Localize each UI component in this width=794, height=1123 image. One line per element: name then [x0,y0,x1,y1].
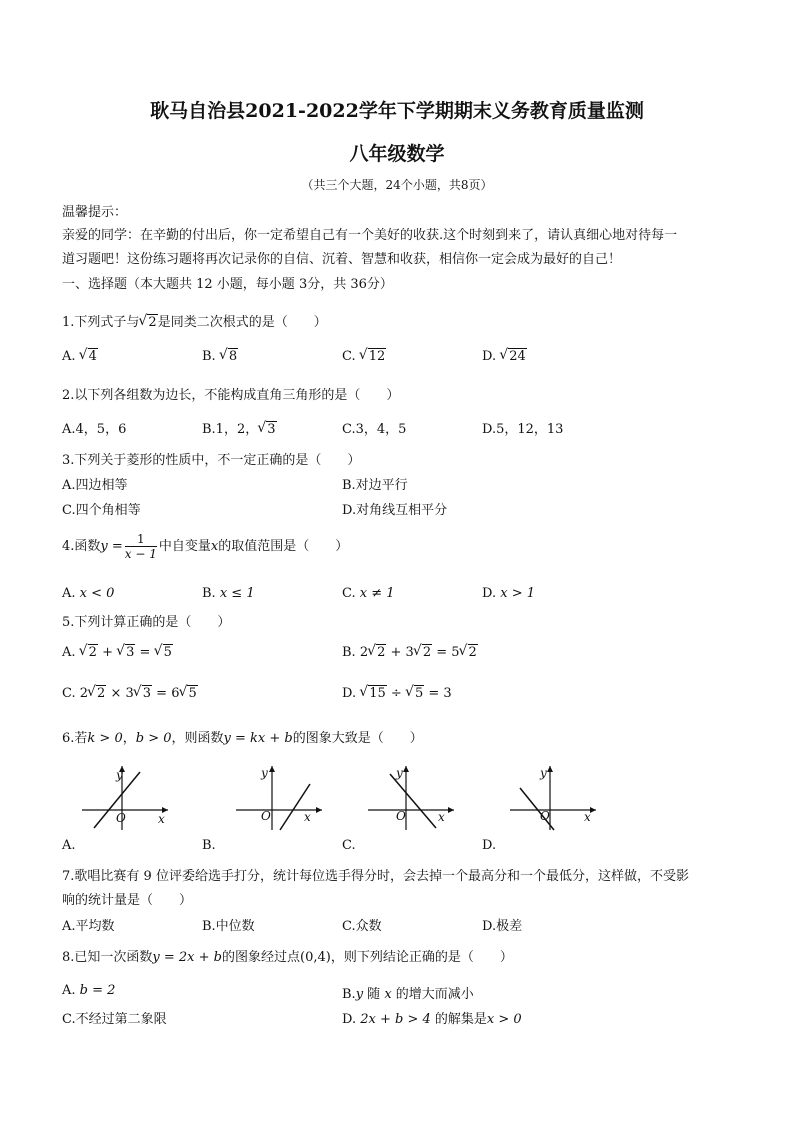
q3-option-c: C.四个角相等 [62,503,141,518]
q2-option-d: D.5，12，13 [482,422,564,437]
q4-func-y: y = [100,539,123,554]
q1-pre: 1.下列式子与 [62,315,140,330]
q2-option-a: A.4，5，6 [62,422,127,437]
q6-d-y-label: y [540,766,547,780]
section-heading: 一、选择题（本大题共 12 小题，每小题 3分，共 36分） [62,277,393,292]
q3-option-a: A.四边相等 [62,478,128,493]
q1-option-d: D. √ 24 [482,349,527,364]
q6-d-origin-label: O [540,809,550,823]
q6-c-y-label: y [396,766,403,780]
question-1-stem [62,311,327,330]
question-6-stem: 6.若k > 0，b > 0，则函数y = kx + b的图象大致是（ ） [62,731,423,746]
q1-option-b: B. √ 8 [202,349,238,364]
q7-option-b: B.中位数 [202,919,255,934]
q5-option-a: A. √ 2 + √ 3 = √ 5 [62,645,173,660]
exam-info: （共三个大题，24个小题，共8页） [301,178,493,192]
q6-b-y-label: y [261,766,268,780]
q6-a-origin-label: O [116,811,126,825]
q4-option-c: C. x ≠ 1 [342,586,395,601]
q6-a-x-label: x [158,812,165,826]
q4-option-d: D. x > 1 [482,586,535,601]
q2-option-b: B.1，2，√ 3 [202,418,277,437]
q5-option-d: D. √ 15 ÷ √ 5 = 3 [342,686,452,701]
question-8-stem: 8.已知一次函数y = 2x + b的图象经过点(0,4)，则下列结论正确的是（ ） [62,950,513,965]
q4-fraction: $\frac{1}{x - 1}$ [124,532,157,561]
q1-post: 是同类二次根式的是（ ） [157,315,327,330]
question-4-stem: 4.函数y = $\frac{1}{x - 1}$ 中自变量x的取值范围是（ ） [62,532,349,561]
q1-option-a: A. √ 4 [62,349,98,364]
q7-option-a: A.平均数 [62,919,115,934]
question-5-stem: 5.下列计算正确的是（ ） [62,615,231,630]
q6-option-d: D. [482,838,497,853]
q5-option-c: C. 2√ 2 × 3√ 3 = 6√ 5 [62,686,198,701]
question-3-stem: 3.下列关于菱形的性质中，不一定正确的是（ ） [62,453,361,468]
q8-option-b: B.y 随 x 的增大而减小 [342,987,474,1002]
q6-b-x-label: x [304,810,311,824]
q6-c-origin-label: O [396,809,406,823]
question-7-line-1: 7.歌唱比赛有 9 位评委给选手打分，统计每位选手得分时，会去掉一个最高分和一个最低分，这样做，不受影 [62,869,689,884]
q6-b-origin-label: O [261,809,271,823]
q8-option-c: C.不经过第二象限 [62,1012,167,1027]
q4-option-a: A. x < 0 [62,586,115,601]
q7-option-c: C.众数 [342,919,382,934]
tips-label: 温馨提示： [62,205,128,220]
q8-option-a: A. b = 2 [62,983,116,998]
question-2-stem: 2.以下列各组数为边长，不能构成直角三角形的是（ ） [62,388,400,403]
q6-option-a: A. [62,838,76,853]
q2-option-c: C.3，4，5 [342,422,407,437]
q6-graph-b [236,762,326,832]
tips-line-2: 道习题吧！这份练习题将再次记录你的自信、沉着、智慧和收获，相信你一定会成为最好的自己！ [62,252,622,267]
q1-radical: √ 2 [139,315,157,330]
q6-c-x-label: x [438,810,445,824]
q3-option-b: B.对边平行 [342,478,408,493]
q6-option-c: C. [342,838,356,853]
question-7-line-2: 响的统计量是（ ） [62,893,193,908]
q7-option-d: D.极差 [482,919,523,934]
q4-option-b: B. x ≤ 1 [202,586,255,601]
q6-option-b: B. [202,838,216,853]
q6-a-y-label: y [116,768,123,782]
page-title: 耿马自治县2021-2022学年下学期期末义务教育质量监测 [150,100,644,122]
q5-option-b: B. 2√ 2 + 3√ 2 = 5√ 2 [342,645,478,660]
q1-option-c: C. √ 12 [342,349,386,364]
q8-option-d: D. 2x + b > 4 的解集是x > 0 [342,1012,522,1027]
tips-line-1: 亲爱的同学：在辛勤的付出后，你一定希望自己有一个美好的收获.这个时刻到来了，请认真细心地对待每一 [62,228,678,243]
subject-title: 八年级数学 [349,143,445,165]
q6-d-x-label: x [584,810,591,824]
q3-option-d: D.对角线互相平分 [342,503,448,518]
